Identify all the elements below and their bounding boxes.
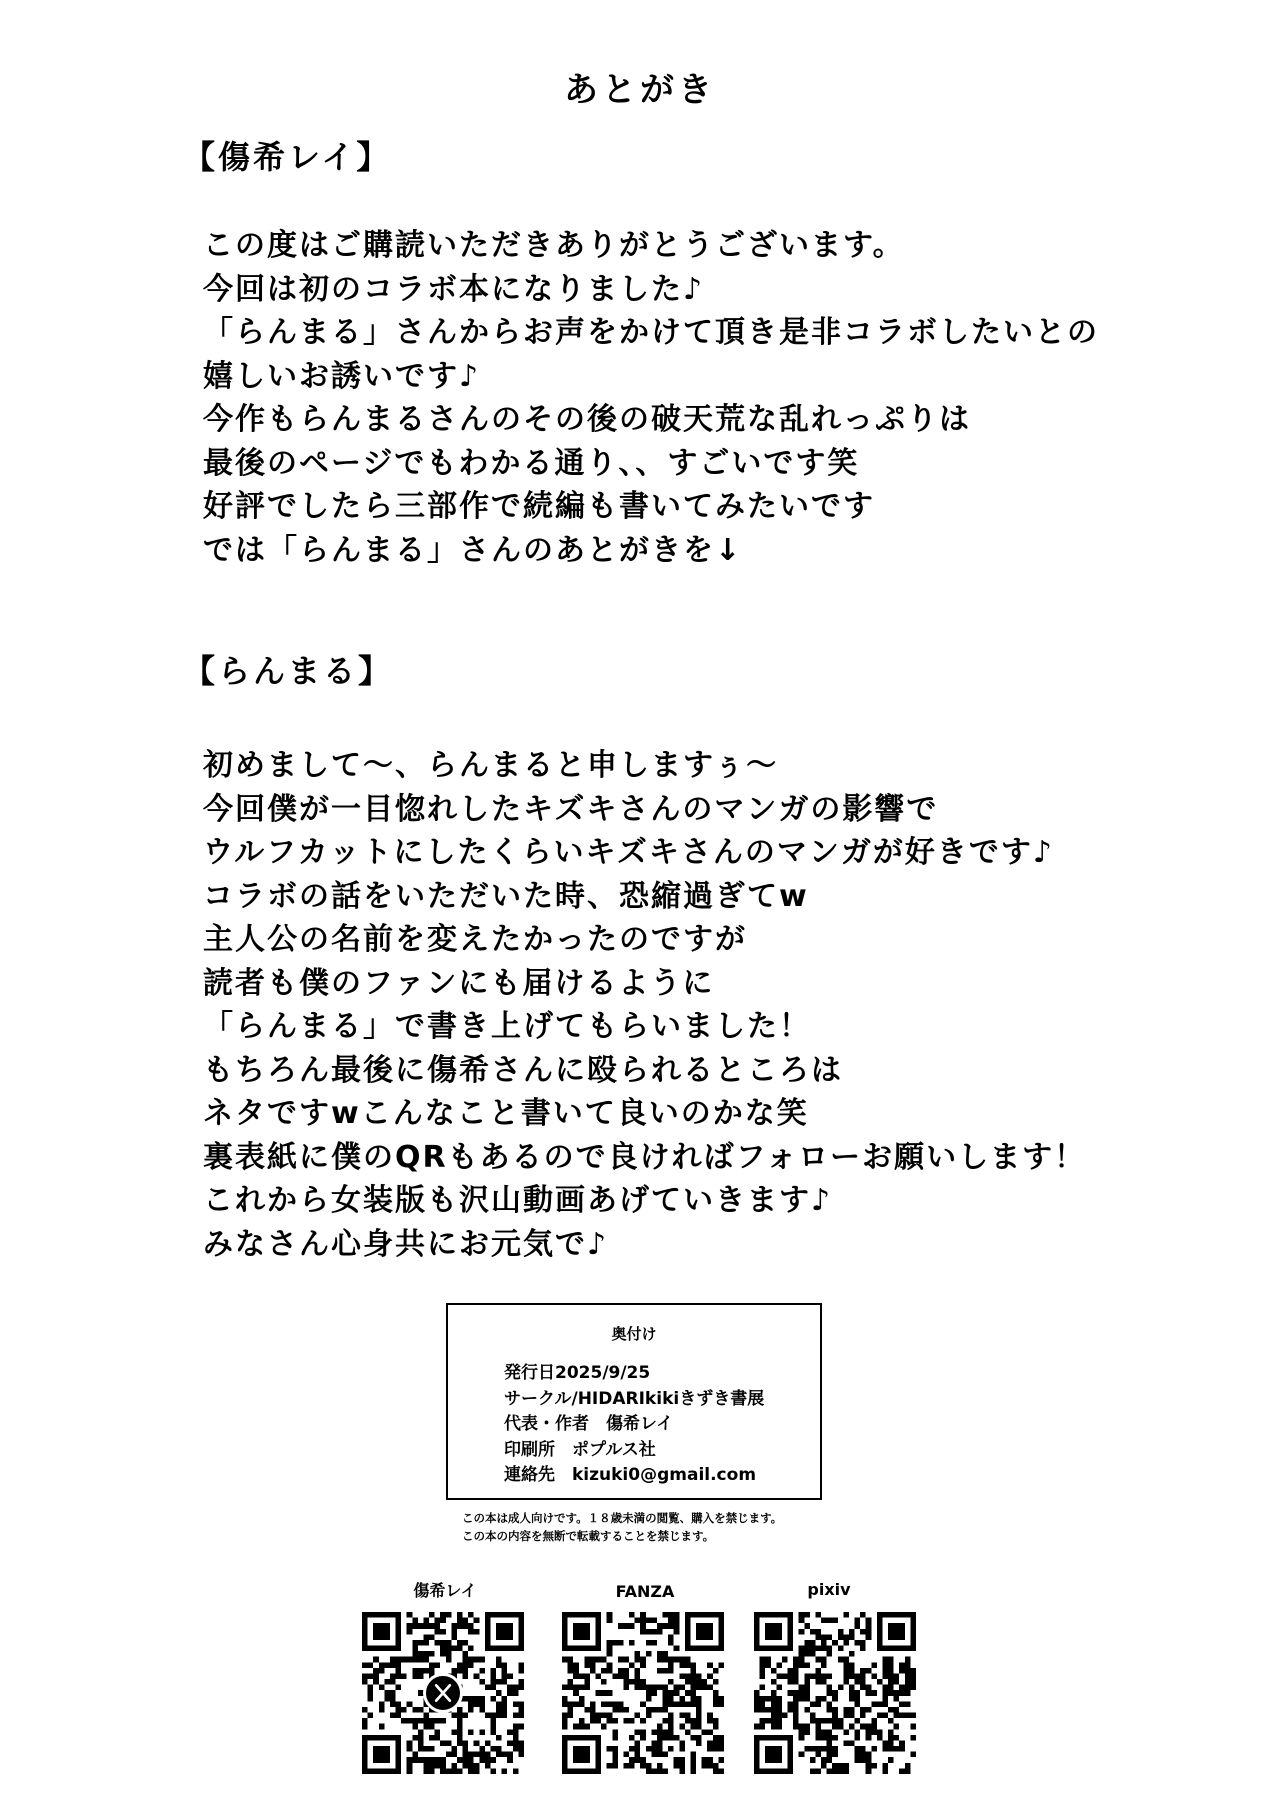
body-line: 今作もらんまるさんのその後の破天荒な乱れっぷりは [203,402,971,437]
body-line: 今回は初のコラボ本になりました♪ [203,271,705,307]
body-line: 裏表紙に僕のQRもあるので良ければフォローお願いします！ [203,1139,1087,1175]
page-title: あとがき [564,70,716,110]
qr-label-pixiv: pixiv [807,1580,851,1599]
colophon-circle: サークル/HIDARIkikiきずき書展 [504,1388,765,1409]
colophon-title: 奥付け [611,1325,657,1343]
section-body-kizuki [203,224,1263,572]
qr-label-kizuki: 傷希レイ [413,1581,477,1600]
body-line: ネタですwこんなこと書いて良いのかな笑 [203,1096,809,1131]
body-line: みなさん心身共にお元気で♪ [203,1226,609,1262]
body-line: では「らんまる」さんのあとがきを↓ [203,532,743,568]
body-line: 初めまして〜、らんまると申しますぅ〜 [203,748,779,783]
body-line: ウルフカットにしたくらいキズキさんのマンガが好きです♪ [203,835,1055,870]
body-line: 主人公の名前を変えたかったのですが [203,922,747,957]
qr-code-pixiv[interactable] [754,1612,916,1774]
colophon-issue-date: 発行日2025/9/25 [504,1363,651,1383]
body-line: 読者も僕のファンにも届けるように [203,965,715,1001]
section-heading-kizuki: 【傷希レイ】 [183,138,392,176]
section-body-ranmaru [203,744,1263,1266]
body-line: これから女装版も沢山動画あげていきます♪ [203,1183,833,1218]
colophon-box [446,1303,822,1500]
qr-code-fanza[interactable] [562,1612,724,1774]
body-line: もちろん最後に傷希さんに殴られるところは [203,1052,843,1088]
body-line: 好評でしたら三部作で続編も書いてみたいです [203,489,875,524]
body-line: 今回僕が一目惚れしたキズキさんのマンガの影響で [203,791,939,827]
body-line: コラボの話をいただいた時、恐縮過ぎてw [203,878,809,914]
colophon-rows [504,1361,764,1489]
body-line: この度はご購読いただきありがとうございます。 [203,228,905,263]
section-heading-ranmaru: 【らんまる】 [183,652,394,690]
x-logo-icon [423,1673,463,1713]
copyright-notice: この本の内容を無断で転載することを禁じます。 [462,1529,715,1543]
body-line: 「らんまる」さんからお声をかけて頂き是非コラボしたいとの [203,315,1099,350]
body-line: 嬉しいお誘いです♪ [203,358,481,394]
colophon-contact: 連絡先 kizuki0@gmail.com [504,1465,757,1485]
colophon-printer: 印刷所 ポプルス社 [504,1439,656,1460]
qr-code-kizuki[interactable] [362,1612,524,1774]
colophon-author: 代表・作者 傷希レイ [504,1414,674,1434]
body-line: 最後のページでもわかる通り、、すごいです笑 [203,445,860,481]
qr-label-fanza: FANZA [615,1582,675,1601]
adult-notice: この本は成人向けです。１８歳未満の閲覧、購入を禁じます。 [462,1511,783,1525]
body-line: 「らんまる」で書き上げてもらいました！ [203,1009,811,1044]
